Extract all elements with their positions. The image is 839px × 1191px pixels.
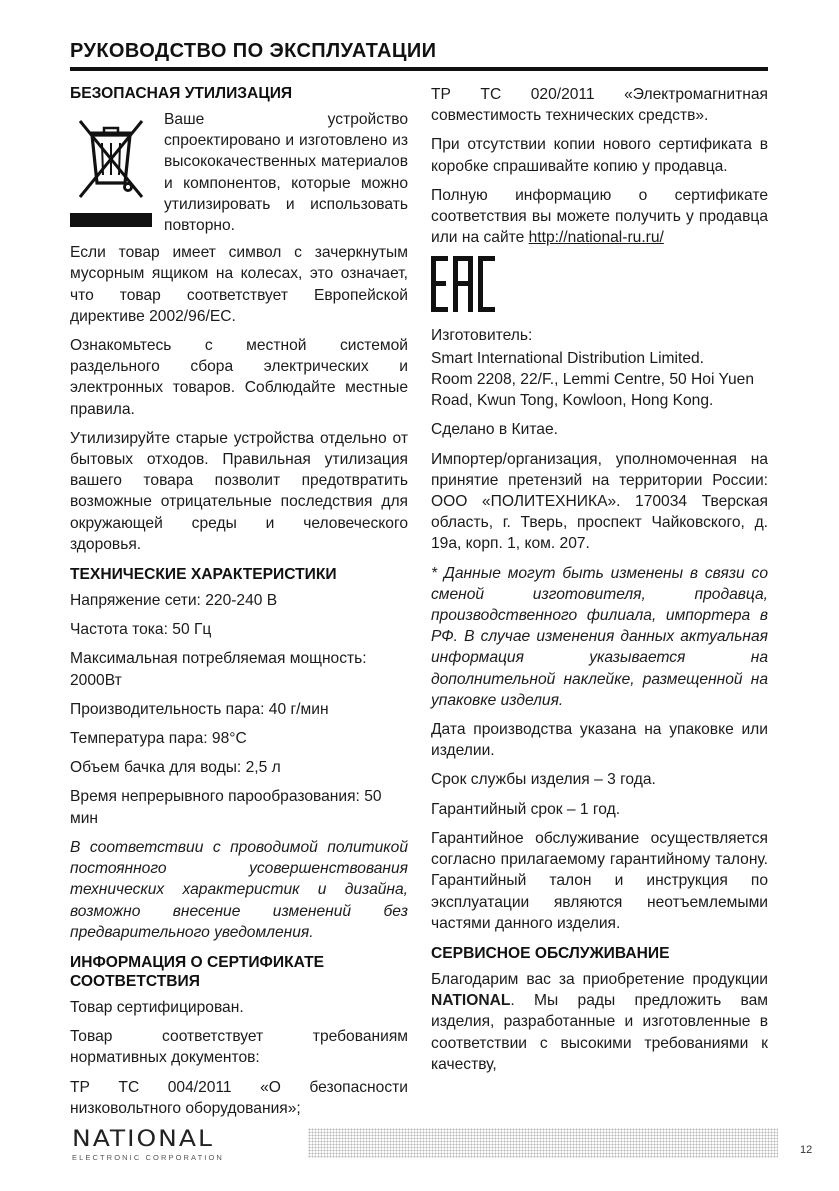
manufacturer-name: Smart International Distribution Limited. (431, 349, 705, 367)
specs-heading: ТЕХНИЧЕСКИЕ ХАРАКТЕРИСТИКИ (70, 566, 337, 584)
disposal-heading: БЕЗОПАСНАЯ УТИЛИЗАЦИЯ (70, 85, 293, 102)
manufacturer-address: Room 2208, 22/F., Lemmi Centre, 50 Hoi Yuen Road, Kwun Tong, Kowloon, Hong Kong. (431, 371, 755, 410)
page-title: РУКОВОДСТВО ПО ЭКСПЛУАТАЦИИ (70, 40, 437, 62)
spec-power: Максимальная потребляемая мощность: 2000Вт (70, 650, 367, 689)
logo-subtitle: ELECTRONIC CORPORATION (72, 1153, 224, 1162)
service-heading: СЕРВИСНОЕ ОБСЛУЖИВАНИЕ (431, 944, 670, 962)
service-paragraph (431, 969, 768, 1075)
certificate-paragraph (431, 185, 768, 249)
service-life: Срок службы изделия – 3 года. (431, 771, 656, 789)
service-text: Благодарим вас за приобретение продукции (431, 970, 768, 988)
header-divider (70, 67, 768, 71)
national-logo (72, 1126, 224, 1162)
disposal-paragraph: Если товар имеет символ с зачеркнутым мусорным ящиком на колесах, это означает, что товар соответствует Европейской директиве 2002/96/ЕС. (70, 244, 408, 325)
logo-wordmark: NATIONAL (72, 1125, 214, 1152)
data-change-disclaimer: * Данные могут быть изменены в связи со сменой изготовителя, продавца, производственного филиала, импортера в РФ. В случае изменения данных актуальная информация указывается на дополнительной наклейке, размещенной на упаковке изделия. (431, 564, 768, 709)
national-site-link[interactable]: http://national-ru.ru/ (528, 229, 664, 247)
disposal-paragraph: Утилизируйте старые устройства отдельно от бытовых отходов. Правильная утилизация вашего товара позволит предотвратить возможные отрицательные последствия для окружающей среды и человеческого здоровья. (70, 429, 408, 553)
disposal-paragraph: Ознакомьтесь с местной системой раздельного сбора электрических и электронных товаров. Соблюдайте местные правила. (70, 337, 408, 418)
spec-tank: Объем бачка для воды: 2,5 л (70, 759, 281, 777)
certificate-paragraph: Товар соответствует требованиям нормативных документов: (70, 1028, 408, 1067)
spec-steam-temp: Температура пара: 98°С (70, 730, 247, 748)
certificate-paragraph: При отсутствии копии нового сертификата в коробке спрашивайте копию у продавца. (431, 136, 768, 175)
production-date: Дата производства указана на упаковке или изделии. (431, 721, 768, 760)
certificate-heading: ИНФОРМАЦИЯ О СЕРТИФИКАТЕ СООТВЕТСТВИЯ (70, 953, 324, 990)
page-number: 12 (800, 1144, 813, 1156)
manufacturer-label: Изготовитель: (431, 326, 533, 344)
importer-info: Импортер/организация, уполномоченная на принятие претензий на территории России: ООО «ПОЛИТЕХНИКА». 170034 Тверская область, г. Тверь, проспект Чайковского, д. 19а, корп. 1, ком. 207. (431, 450, 768, 553)
certificate-paragraph: ТР ТС 004/2011 «О безопасности низковольтного оборудования»; (70, 1078, 408, 1117)
certificate-paragraph: Товар сертифицирован. (70, 998, 244, 1016)
specs-note: В соответствии с проводимой политикой постоянного усовершенствования технических характеристик и дизайна, возможно внесение изменений без предварительного уведомления. (70, 838, 408, 941)
eac-mark-icon (431, 256, 768, 318)
brand-name: NATIONAL (431, 992, 511, 1010)
certificate-info-text: Полную информацию о сертификате соответствия вы можете получить у продавца или на сайте (431, 186, 768, 247)
disposal-intro: Ваше устройство спроектировано и изготовлено из высококачественных материалов и компонентов, которые можно утилизировать и использовать повторно. (164, 111, 408, 235)
spec-steam-output: Производительность пара: 40 г/мин (70, 700, 329, 718)
warranty-service: Гарантийное обслуживание осуществляется согласно прилагаемому гарантийному талону. Гарантийный талон и инструкция по эксплуатации являются неотъемлемыми частями данного изделия. (431, 829, 768, 932)
left-column (70, 84, 408, 1127)
certificate-paragraph: ТР ТС 020/2011 «Электромагнитная совместимость технических средств». (431, 86, 768, 125)
spec-continuous-time: Время непрерывного парообразования: 50 мин (70, 788, 382, 827)
right-column (431, 84, 768, 1083)
service-text: . Мы рады предложить вам изделия, разработанные и изготовленные в соответствии с высокими требованиями к качеству, (431, 992, 768, 1073)
spec-voltage: Напряжение сети: 220-240 В (70, 592, 278, 610)
spec-frequency: Частота тока: 50 Гц (70, 621, 212, 639)
made-in: Сделано в Китае. (431, 421, 558, 439)
footer-dot-pattern (308, 1128, 778, 1158)
warranty-period: Гарантийный срок – 1 год. (431, 800, 621, 818)
disposal-intro-block (70, 109, 408, 236)
bin-underline-bar (70, 213, 152, 227)
crossed-bin-icon (70, 109, 152, 236)
